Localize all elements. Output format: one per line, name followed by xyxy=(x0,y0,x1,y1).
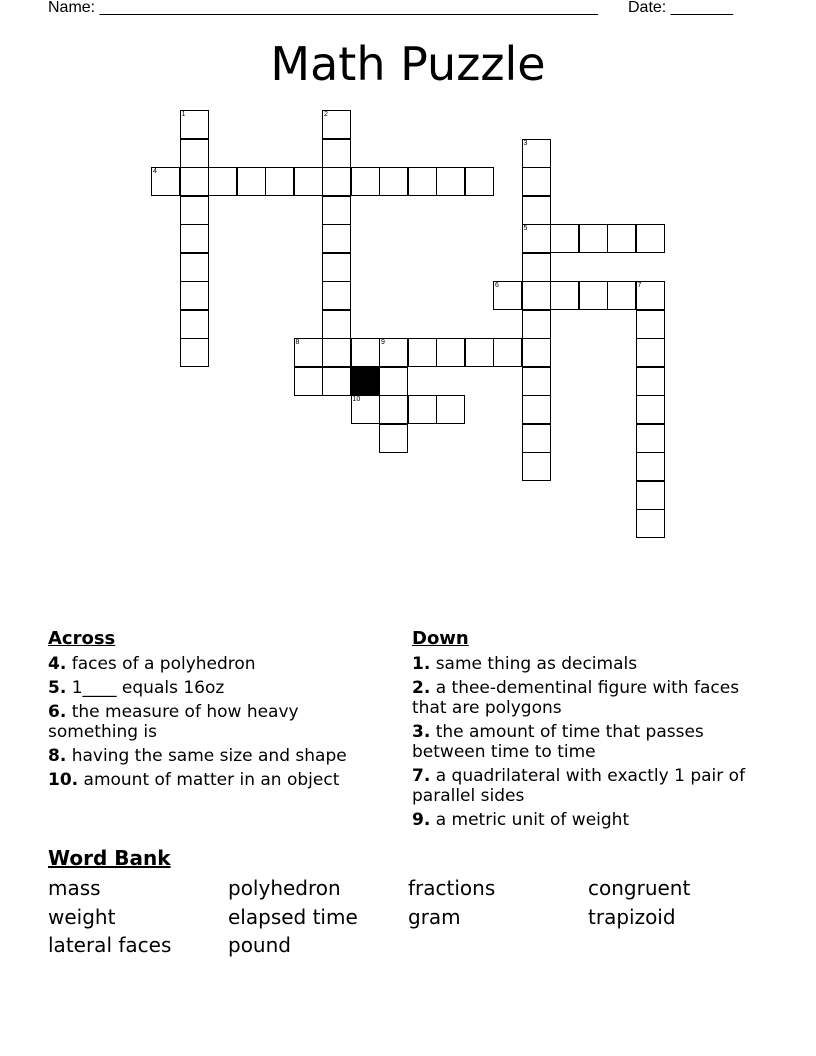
crossword-cell[interactable] xyxy=(550,281,579,310)
word-bank-item: gram xyxy=(408,904,461,929)
crossword-cell[interactable] xyxy=(322,310,351,339)
crossword-cell[interactable] xyxy=(493,338,522,367)
word-bank-item: weight xyxy=(48,904,116,929)
crossword-cell[interactable] xyxy=(180,338,209,367)
crossword-cell[interactable] xyxy=(493,281,522,310)
crossword-cell[interactable] xyxy=(322,338,351,367)
crossword-cell[interactable] xyxy=(180,110,209,139)
crossword-cell[interactable] xyxy=(408,167,437,196)
crossword-cell[interactable] xyxy=(436,338,465,367)
crossword-cell[interactable] xyxy=(379,167,408,196)
crossword-cell[interactable] xyxy=(436,395,465,424)
crossword-cell[interactable] xyxy=(522,338,551,367)
crossword-cell[interactable] xyxy=(636,367,665,396)
clue-across-5: 5. 1____ equals 16oz xyxy=(48,678,225,698)
clue-across-4: 4. faces of a polyhedron xyxy=(48,654,256,674)
clue-down-1: 1. same thing as decimals xyxy=(412,654,638,674)
crossword-cell[interactable] xyxy=(607,281,636,310)
date-field[interactable]: Date: _______ xyxy=(628,0,733,16)
crossword-cell[interactable] xyxy=(322,367,351,396)
clue-down-9: 9. a metric unit of weight xyxy=(412,810,630,830)
crossword-cell[interactable] xyxy=(636,481,665,510)
word-bank-item: polyhedron xyxy=(228,876,341,900)
crossword-cell[interactable] xyxy=(522,139,551,168)
crossword-cell[interactable] xyxy=(522,395,551,424)
crossword-cell[interactable] xyxy=(636,424,665,453)
crossword-cell[interactable] xyxy=(636,452,665,481)
crossword-cell[interactable] xyxy=(180,196,209,225)
clue-down-2: 2. a thee-dementinal figure with faces that are polygons xyxy=(412,678,740,718)
word-bank-item: fractions xyxy=(408,876,496,900)
clue-number: 1 xyxy=(181,111,186,118)
crossword-cell[interactable] xyxy=(351,167,380,196)
name-field[interactable]: Name: ________________________________________________________ xyxy=(48,0,598,16)
crossword-cell[interactable] xyxy=(522,253,551,282)
clue-number: 7 xyxy=(637,282,642,289)
crossword-cell[interactable] xyxy=(379,395,408,424)
clue-across-8: 8. having the same size and shape xyxy=(48,746,347,766)
crossword-cell[interactable] xyxy=(265,167,294,196)
crossword-cell[interactable] xyxy=(322,167,351,196)
clue-down-3: 3. the amount of time that passes between time to time xyxy=(412,722,704,762)
crossword-cell[interactable] xyxy=(522,367,551,396)
crossword-cell[interactable] xyxy=(180,167,209,196)
crossword-cell[interactable] xyxy=(322,139,351,168)
crossword-cell[interactable] xyxy=(180,310,209,339)
crossword-cell[interactable] xyxy=(579,224,608,253)
crossword-cell[interactable] xyxy=(522,310,551,339)
crossword-cell[interactable] xyxy=(636,509,665,538)
word-bank xyxy=(48,846,768,960)
crossword-cell[interactable] xyxy=(322,253,351,282)
clue-number: 8 xyxy=(295,339,300,346)
crossword-cell[interactable] xyxy=(180,281,209,310)
crossword-cell[interactable] xyxy=(151,167,180,196)
crossword-cell[interactable] xyxy=(522,424,551,453)
crossword-cell[interactable] xyxy=(636,338,665,367)
crossword-cell[interactable] xyxy=(208,167,237,196)
crossword-cell[interactable] xyxy=(522,224,551,253)
crossword-cell[interactable] xyxy=(465,338,494,367)
crossword-cell[interactable] xyxy=(550,224,579,253)
word-bank-item: lateral faces xyxy=(48,933,172,957)
crossword-cell[interactable] xyxy=(237,167,266,196)
crossword-cell[interactable] xyxy=(322,110,351,139)
crossword-cell[interactable] xyxy=(351,395,380,424)
clue-number: 5 xyxy=(523,225,528,232)
clue-down-7: 7. a quadrilateral with exactly 1 pair of parallel sides xyxy=(412,766,746,806)
word-bank-item: congruent xyxy=(588,876,691,900)
crossword-cell[interactable] xyxy=(408,395,437,424)
crossword-cell[interactable] xyxy=(322,281,351,310)
word-bank-list xyxy=(48,874,768,960)
clue-number: 4 xyxy=(153,168,157,175)
clue-across-10: 10. amount of matter in an object xyxy=(48,770,340,790)
crossword-cell[interactable] xyxy=(294,367,323,396)
clue-number: 2 xyxy=(324,111,328,118)
crossword-cell[interactable] xyxy=(180,224,209,253)
clue-across-6: 6. the measure of how heavy something is xyxy=(48,702,299,742)
crossword-cell[interactable] xyxy=(180,253,209,282)
crossword-cell[interactable] xyxy=(379,367,408,396)
crossword-cell[interactable] xyxy=(636,281,665,310)
word-bank-item: elapsed time xyxy=(228,904,358,929)
crossword-cell[interactable] xyxy=(465,167,494,196)
crossword-cell[interactable] xyxy=(522,196,551,225)
crossword-block-cell xyxy=(351,367,380,396)
crossword-cell[interactable] xyxy=(636,310,665,339)
crossword-cell[interactable] xyxy=(522,167,551,196)
crossword-cell[interactable] xyxy=(322,224,351,253)
crossword-cell[interactable] xyxy=(636,395,665,424)
across-heading: Across xyxy=(48,628,116,649)
across-clues xyxy=(48,628,378,794)
crossword-cell[interactable] xyxy=(636,224,665,253)
clue-number: 6 xyxy=(495,282,499,289)
crossword-cell[interactable] xyxy=(351,338,380,367)
down-clues xyxy=(412,628,762,834)
page-title: Math Puzzle xyxy=(270,37,546,91)
clue-number: 3 xyxy=(523,139,528,147)
clue-number: 10 xyxy=(352,396,361,403)
crossword-cell[interactable] xyxy=(436,167,465,196)
crossword-cell[interactable] xyxy=(522,452,551,481)
crossword-cell[interactable] xyxy=(180,139,209,168)
word-bank-item: mass xyxy=(48,876,101,900)
word-bank-heading: Word Bank xyxy=(48,846,171,870)
crossword-cell[interactable] xyxy=(522,281,551,310)
crossword-cell[interactable] xyxy=(607,224,636,253)
clue-number: 9 xyxy=(381,339,385,346)
crossword-cell[interactable] xyxy=(579,281,608,310)
word-bank-item: pound xyxy=(228,933,291,957)
crossword-cell[interactable] xyxy=(379,338,408,367)
crossword-cell[interactable] xyxy=(294,338,323,367)
crossword-cell[interactable] xyxy=(294,167,323,196)
crossword-cell[interactable] xyxy=(379,424,408,453)
crossword-cell[interactable] xyxy=(322,196,351,225)
down-heading: Down xyxy=(412,628,469,649)
crossword-cell[interactable] xyxy=(408,338,437,367)
word-bank-item: trapizoid xyxy=(588,904,676,929)
